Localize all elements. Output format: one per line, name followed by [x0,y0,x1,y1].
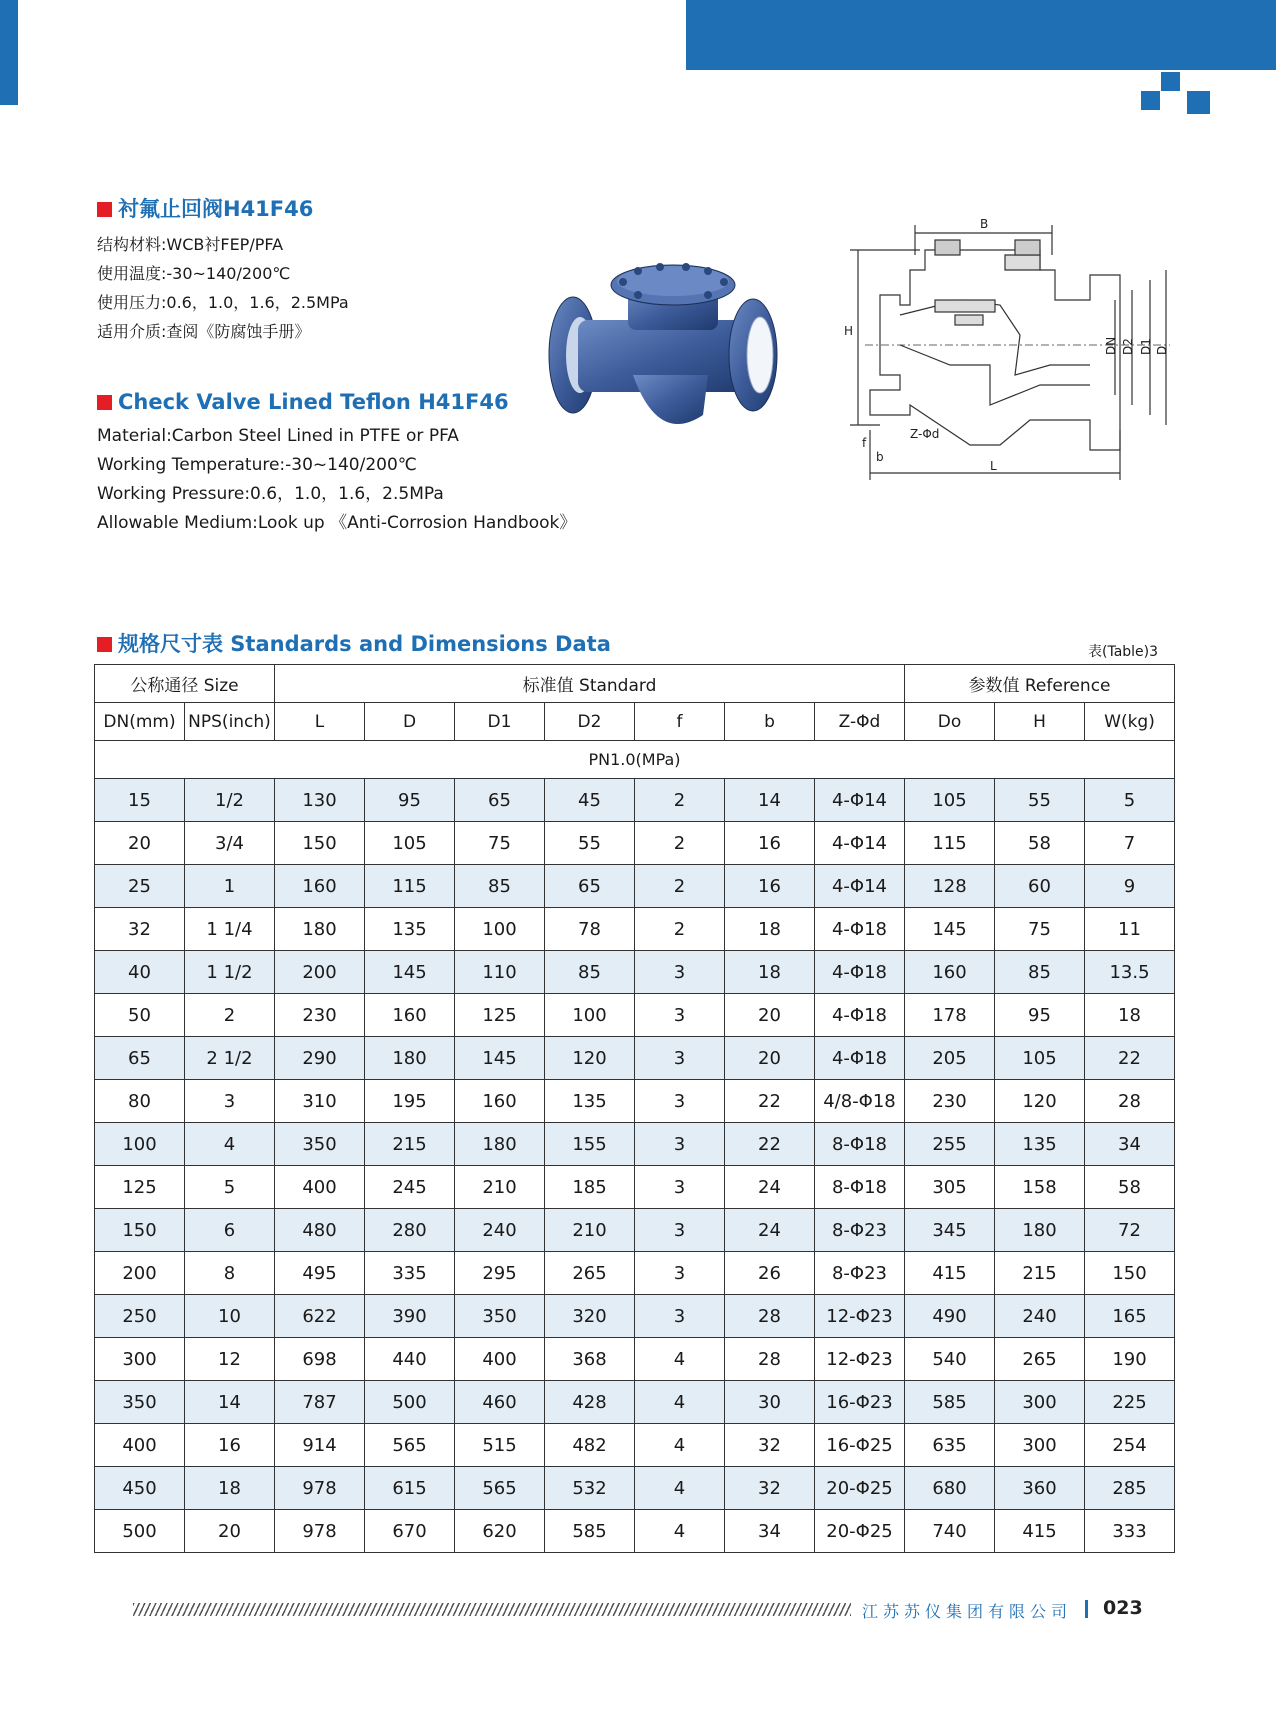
table-cell: 415 [995,1510,1085,1553]
table-cell: 4-Φ18 [815,1037,905,1080]
table-cell: 670 [365,1510,455,1553]
table-row [95,1209,1175,1252]
table-cell: 80 [95,1080,185,1123]
table-cell: 155 [545,1123,635,1166]
table-row [95,1123,1175,1166]
table-row [95,1424,1175,1467]
table-cell: 120 [995,1080,1085,1123]
dim-label-b-small: b [876,450,884,464]
table-cell: 65 [455,779,545,822]
table-cell: 250 [95,1295,185,1338]
group-header-size: 公称通径 Size [95,665,275,703]
red-square-marker [97,395,112,410]
table-cell: 110 [455,951,545,994]
table-cell: 115 [365,865,455,908]
table-cell: 3 [635,1037,725,1080]
table-cell: 3 [635,1209,725,1252]
table-cell: 8-Φ18 [815,1166,905,1209]
table-cell: 680 [905,1467,995,1510]
table-cell: 14 [725,779,815,822]
table-cell: 360 [995,1467,1085,1510]
valve-drawing [840,215,1180,495]
table-cell: 65 [95,1037,185,1080]
table-cell: 350 [455,1295,545,1338]
table-cell: 3/4 [185,822,275,865]
table-cell: 18 [185,1467,275,1510]
table-cell: 490 [905,1295,995,1338]
table-cell: 105 [995,1037,1085,1080]
table-cell: 3 [635,1166,725,1209]
table-cell: 150 [1085,1252,1175,1295]
dimensions-title [97,628,611,658]
table-cell: 482 [545,1424,635,1467]
table-cell: 1 1/2 [185,951,275,994]
table-cell: 3 [635,1123,725,1166]
dimensions-title-text: 规格尺寸表 Standards and Dimensions Data [118,632,611,656]
table-cell: 20-Φ25 [815,1510,905,1553]
table-cell: 160 [455,1080,545,1123]
table-cell: 200 [95,1252,185,1295]
table-row [95,1381,1175,1424]
column-header: f [635,703,725,741]
dim-label-z-phid: Z-Φd [910,427,940,441]
table-cell: 190 [1085,1338,1175,1381]
dim-label-h: H [844,324,854,338]
table-cell: 45 [545,779,635,822]
table-cell: 145 [365,951,455,994]
column-header: b [725,703,815,741]
table-cell: 300 [995,1424,1085,1467]
table-cell: 95 [995,994,1085,1037]
table-cell: 390 [365,1295,455,1338]
table-row [95,822,1175,865]
table-cell: 75 [455,822,545,865]
column-header: NPS(inch) [185,703,275,741]
table-cell: 565 [365,1424,455,1467]
table-cell: 914 [275,1424,365,1467]
table-cell: 115 [905,822,995,865]
table-cell: 540 [905,1338,995,1381]
table-cell: 1 [185,865,275,908]
table-cell: 8 [185,1252,275,1295]
pressure-row [95,741,1175,779]
table-cell: 160 [905,951,995,994]
table-cell: 34 [725,1510,815,1553]
column-header: Z-Φd [815,703,905,741]
table-row [95,1080,1175,1123]
table-cell: 16-Φ25 [815,1424,905,1467]
table-cell: 195 [365,1080,455,1123]
table-cell: 400 [95,1424,185,1467]
table-cell: 295 [455,1252,545,1295]
table-cell: 120 [545,1037,635,1080]
table-cell: 1/2 [185,779,275,822]
group-header-standard: 标准值 Standard [275,665,905,703]
table-cell: 18 [725,908,815,951]
table-cell: 2 1/2 [185,1037,275,1080]
table-cell: 345 [905,1209,995,1252]
table-cell: 4-Φ18 [815,994,905,1037]
table-cell: 75 [995,908,1085,951]
column-header: L [275,703,365,741]
table-cell: 30 [725,1381,815,1424]
table-cell: 585 [545,1510,635,1553]
table-row [95,779,1175,822]
table-cell: 32 [725,1424,815,1467]
spec-pressure-cn: 使用压力:0.6，1.0，1.6，2.5MPa [97,293,349,312]
table-cell: 210 [455,1166,545,1209]
table-row [95,1166,1175,1209]
table-cell: 145 [455,1037,545,1080]
deco-square [1141,91,1160,110]
table-cell: 225 [1085,1381,1175,1424]
table-cell: 4-Φ14 [815,865,905,908]
table-cell: 165 [1085,1295,1175,1338]
table-cell: 160 [365,994,455,1037]
table-cell: 215 [995,1252,1085,1295]
table-cell: 16 [185,1424,275,1467]
table-cell: 635 [905,1424,995,1467]
footer-hatch [133,1603,851,1616]
deco-square [1187,91,1210,114]
table-cell: 215 [365,1123,455,1166]
table-cell: 130 [275,779,365,822]
table-cell: 350 [275,1123,365,1166]
table-cell: 28 [1085,1080,1175,1123]
table-cell: 978 [275,1510,365,1553]
table-cell: 205 [905,1037,995,1080]
dim-label-d: D [1155,345,1169,355]
table-cell: 7 [1085,822,1175,865]
dim-label-d2: D2 [1121,338,1135,355]
table-cell: 135 [365,908,455,951]
table-row [95,865,1175,908]
table-cell: 72 [1085,1209,1175,1252]
dim-label-l: L [990,459,997,473]
table-cell: 4-Φ18 [815,951,905,994]
table-row [95,1295,1175,1338]
dim-label-d1: D1 [1139,338,1153,355]
column-header: D2 [545,703,635,741]
table-cell: 100 [545,994,635,1037]
table-cell: 25 [95,865,185,908]
table-cell: 585 [905,1381,995,1424]
table-column-header-row [95,703,1175,741]
table-cell: 16 [725,822,815,865]
table-cell: 240 [995,1295,1085,1338]
table-cell: 2 [635,865,725,908]
table-cell: 4-Φ18 [815,908,905,951]
table-cell: 178 [905,994,995,1037]
group-header-reference: 参数值 Reference [905,665,1175,703]
table-cell: 150 [275,822,365,865]
table-cell: 320 [545,1295,635,1338]
product-title-cn [97,193,313,223]
table-cell: 58 [1085,1166,1175,1209]
table-cell: 105 [905,779,995,822]
table-cell: 180 [995,1209,1085,1252]
table-cell: 8-Φ18 [815,1123,905,1166]
table-row [95,1510,1175,1553]
table-cell: 500 [365,1381,455,1424]
table-cell: 4 [635,1381,725,1424]
column-header: Do [905,703,995,741]
table-cell: 55 [995,779,1085,822]
product-title-en-text: Check Valve Lined Teflon H41F46 [118,390,509,414]
table-cell: 32 [95,908,185,951]
table-row [95,1338,1175,1381]
table-body [95,779,1175,1553]
table-cell: 3 [635,1080,725,1123]
table-row [95,994,1175,1037]
table-cell: 20 [185,1510,275,1553]
table-cell: 500 [95,1510,185,1553]
specs-cn [97,230,349,346]
table-cell: 622 [275,1295,365,1338]
table-cell: 532 [545,1467,635,1510]
table-cell: 495 [275,1252,365,1295]
table-cell: 85 [455,865,545,908]
table-cell: 480 [275,1209,365,1252]
table-cell: 125 [95,1166,185,1209]
spec-medium-en: Allowable Medium:Look up 《Anti-Corrosion Handbook》 [97,513,577,533]
table-cell: 16 [725,865,815,908]
column-header: W(kg) [1085,703,1175,741]
table-cell: 2 [635,822,725,865]
table-row [95,1467,1175,1510]
table-cell: 65 [545,865,635,908]
table-cell: 4-Φ14 [815,779,905,822]
table-row [95,1252,1175,1295]
table-cell: 60 [995,865,1085,908]
specs-en [97,422,576,538]
table-cell: 4 [635,1424,725,1467]
table-row [95,1037,1175,1080]
table-cell: 20 [725,1037,815,1080]
spec-material-en: Material:Carbon Steel Lined in PTFE or PFA [97,426,459,446]
table-cell: 95 [365,779,455,822]
table-cell: 350 [95,1381,185,1424]
table-cell: 440 [365,1338,455,1381]
table-cell: 20 [725,994,815,1037]
table-cell: 415 [905,1252,995,1295]
table-cell: 24 [725,1166,815,1209]
pressure-label: PN1.0(MPa) [95,741,1175,779]
table-cell: 18 [725,951,815,994]
table-cell: 615 [365,1467,455,1510]
table-cell: 290 [275,1037,365,1080]
table-cell: 255 [905,1123,995,1166]
table-cell: 22 [725,1080,815,1123]
footer-divider [1085,1600,1088,1618]
table-cell: 5 [1085,779,1175,822]
valve-photo [538,255,798,455]
table-cell: 180 [365,1037,455,1080]
table-cell: 428 [545,1381,635,1424]
table-cell: 2 [635,779,725,822]
top-accent-band [686,0,1276,70]
table-cell: 400 [275,1166,365,1209]
table-cell: 4 [635,1467,725,1510]
table-cell: 11 [1085,908,1175,951]
table-cell: 565 [455,1467,545,1510]
table-cell: 105 [365,822,455,865]
dim-label-dn: DN [1104,336,1118,355]
table-cell: 4 [635,1338,725,1381]
table-ref: 表(Table)3 [1088,644,1159,660]
table-group-header-row [95,665,1175,703]
table-cell: 18 [1085,994,1175,1037]
table-cell: 305 [905,1166,995,1209]
table-cell: 254 [1085,1424,1175,1467]
table-cell: 460 [455,1381,545,1424]
table-cell: 230 [275,994,365,1037]
spec-temperature-en: Working Temperature:-30~140/200℃ [97,455,417,475]
table-cell: 150 [95,1209,185,1252]
table-cell: 100 [95,1123,185,1166]
table-cell: 26 [725,1252,815,1295]
table-cell: 13.5 [1085,951,1175,994]
red-square-marker [97,637,112,652]
table-cell: 300 [995,1381,1085,1424]
table-cell: 85 [545,951,635,994]
table-cell: 100 [455,908,545,951]
table-cell: 15 [95,779,185,822]
table-cell: 12 [185,1338,275,1381]
table-cell: 3 [635,951,725,994]
spec-temperature-cn: 使用温度:-30~140/200℃ [97,264,291,283]
table-cell: 4 [185,1123,275,1166]
table-cell: 20-Φ25 [815,1467,905,1510]
column-header: D [365,703,455,741]
table-cell: 200 [275,951,365,994]
column-header: H [995,703,1085,741]
table-cell: 14 [185,1381,275,1424]
table-cell: 40 [95,951,185,994]
table-cell: 5 [185,1166,275,1209]
table-cell: 368 [545,1338,635,1381]
table-cell: 978 [275,1467,365,1510]
page-number: 023 [1103,1597,1143,1619]
product-title-cn-text: 衬氟止回阀H41F46 [118,197,314,221]
table-cell: 9 [1085,865,1175,908]
table-cell: 10 [185,1295,275,1338]
table-cell: 135 [545,1080,635,1123]
table-cell: 698 [275,1338,365,1381]
table-cell: 128 [905,865,995,908]
table-cell: 265 [995,1338,1085,1381]
table-cell: 3 [635,994,725,1037]
table-cell: 34 [1085,1123,1175,1166]
table-cell: 85 [995,951,1085,994]
table-cell: 1 1/4 [185,908,275,951]
deco-square [1161,72,1180,91]
table-cell: 4-Φ14 [815,822,905,865]
red-square-marker [97,202,112,217]
table-cell: 3 [185,1080,275,1123]
table-cell: 400 [455,1338,545,1381]
table-cell: 515 [455,1424,545,1467]
product-title-en [97,390,509,414]
table-cell: 787 [275,1381,365,1424]
table-cell: 78 [545,908,635,951]
column-header: DN(mm) [95,703,185,741]
table-cell: 3 [635,1295,725,1338]
table-cell: 58 [995,822,1085,865]
table-cell: 12-Φ23 [815,1338,905,1381]
column-header: D1 [455,703,545,741]
table-cell: 185 [545,1166,635,1209]
table-cell: 285 [1085,1467,1175,1510]
table-cell: 4 [635,1510,725,1553]
table-cell: 6 [185,1209,275,1252]
table-cell: 8-Φ23 [815,1252,905,1295]
table-cell: 125 [455,994,545,1037]
table-cell: 265 [545,1252,635,1295]
table-cell: 135 [995,1123,1085,1166]
table-cell: 158 [995,1166,1085,1209]
table-cell: 32 [725,1467,815,1510]
table-cell: 230 [905,1080,995,1123]
table-cell: 12-Φ23 [815,1295,905,1338]
spec-material-cn: 结构材料:WCB衬FEP/PFA [97,235,284,254]
table-cell: 300 [95,1338,185,1381]
dim-label-f: f [862,436,867,450]
table-cell: 24 [725,1209,815,1252]
table-cell: 2 [635,908,725,951]
table-row [95,908,1175,951]
table-cell: 210 [545,1209,635,1252]
table-cell: 20 [95,822,185,865]
table-cell: 335 [365,1252,455,1295]
table-cell: 22 [725,1123,815,1166]
table-cell: 280 [365,1209,455,1252]
table-cell: 22 [1085,1037,1175,1080]
left-accent-bar [0,0,18,105]
table-cell: 2 [185,994,275,1037]
table-cell: 740 [905,1510,995,1553]
table-cell: 310 [275,1080,365,1123]
spec-pressure-en: Working Pressure:0.6，1.0，1.6，2.5MPa [97,484,444,504]
table-cell: 4/8-Φ18 [815,1080,905,1123]
table-cell: 55 [545,822,635,865]
table-cell: 28 [725,1338,815,1381]
table-cell: 450 [95,1467,185,1510]
table-cell: 160 [275,865,365,908]
table-cell: 50 [95,994,185,1037]
table-cell: 180 [275,908,365,951]
table-cell: 245 [365,1166,455,1209]
table-cell: 8-Φ23 [815,1209,905,1252]
table-cell: 180 [455,1123,545,1166]
table-cell: 240 [455,1209,545,1252]
table-row [95,951,1175,994]
table-cell: 145 [905,908,995,951]
table-cell: 16-Φ23 [815,1381,905,1424]
dim-label-b: B [980,217,989,231]
table-cell: 3 [635,1252,725,1295]
footer-company: 江苏苏仪集团有限公司 [862,1602,1073,1621]
table-cell: 620 [455,1510,545,1553]
table-cell: 333 [1085,1510,1175,1553]
spec-medium-cn: 适用介质:查阅《防腐蚀手册》 [97,322,311,341]
table-cell: 28 [725,1295,815,1338]
dimensions-table [94,664,1175,1553]
